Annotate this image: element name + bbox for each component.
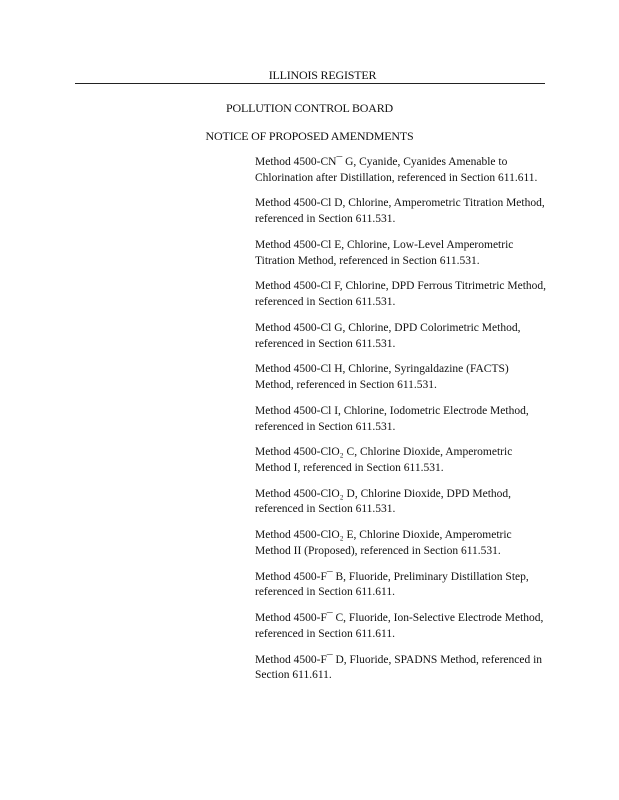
method-entry: Method 4500-F¯ C, Fluoride, Ion-Selective Electrode Method, referenced in Section 611.611.	[255, 612, 544, 640]
method-list	[255, 155, 550, 694]
method-entry: Method 4500-ClO₂ C, Chlorine Dioxide, Amperometric Method I, referenced in Section 611.531.	[255, 446, 513, 474]
method-entry: Method 4500-ClO₂ E, Chlorine Dioxide, Amperometric Method II (Proposed), referenced in Section 611.531.	[255, 529, 512, 557]
method-entry: Method 4500-Cl I, Chlorine, Iodometric Electrode Method, referenced in Section 611.531.	[255, 404, 529, 433]
method-entry: Method 4500-ClO₂ D, Chlorine Dioxide, DPD Method, referenced in Section 611.531.	[255, 487, 512, 516]
method-entry: Method 4500-Cl H, Chlorine, Syringaldazine (FACTS) Method, referenced in Section 611.531.	[255, 363, 509, 392]
method-entry: Method 4500-Cl F, Chlorine, DPD Ferrous Titrimetric Method, referenced in Section 611.531.	[255, 280, 547, 309]
method-entry: Method 4500-Cl E, Chlorine, Low-Level Amperometric Titration Method, referenced in Section 611.531.	[255, 238, 514, 267]
header-rule	[75, 83, 545, 84]
method-entry: Method 4500-Cl D, Chlorine, Amperometric Titration Method, referenced in Section 611.531.	[255, 197, 545, 226]
method-entry: Method 4500-Cl G, Chlorine, DPD Colorimetric Method, referenced in Section 611.531.	[255, 321, 521, 350]
notice-title: NOTICE OF PROPOSED AMENDMENTS	[205, 129, 414, 143]
method-entry: Method 4500-F¯ B, Fluoride, Preliminary Distillation Step, referenced in Section 611.611.	[255, 570, 529, 599]
method-entry: Method 4500-CN¯ G, Cyanide, Cyanides Amenable to Chlorination after Distillation, referenced in Section 611.611.	[255, 156, 538, 184]
register-title: ILLINOIS REGISTER	[268, 68, 377, 82]
method-entry: Method 4500-F¯ D, Fluoride, SPADNS Method, referenced in Section 611.611.	[255, 653, 543, 682]
board-title: POLLUTION CONTROL BOARD	[226, 101, 393, 115]
